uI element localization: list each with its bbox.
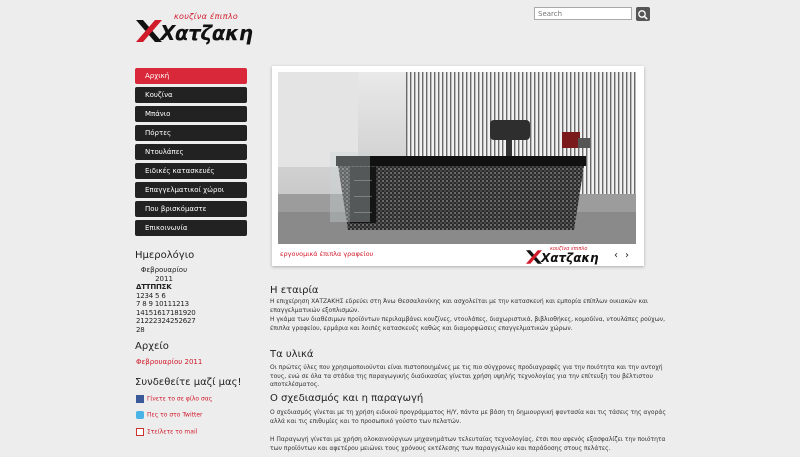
- paragraph-materials: Οι πρώτες ύλες που χρησιμοποιούνται είναι πιστοποιημένες με τις πιο σύγχρονες προδιαγραφές για την ποιότητα και την αντοχή τους, ενώ σε όλα τα στάδια της παραγωγικής διαδικασίας γίνεται χρήση υψηλής τεχνολογίας για την επίτευξη του βέλτιστου αποτελέσματος.: [270, 364, 663, 389]
- calendar-week-row[interactable]: 21222324252627: [136, 317, 196, 325]
- archive-heading: Αρχείο: [135, 341, 169, 352]
- calendar-week-row[interactable]: 7 8 9 10111213: [136, 300, 189, 308]
- slider-next-button[interactable]: ›: [625, 250, 629, 261]
- site-logo[interactable]: [136, 12, 253, 46]
- facebook-icon: [136, 395, 144, 403]
- facebook-share-label: Γίνετε το σε φίλο σας: [147, 395, 213, 403]
- search-icon: [636, 8, 650, 22]
- slide-logo-tagline: κουζίνα έπιπλο: [550, 246, 588, 252]
- logo-x-mark-icon: [136, 18, 162, 44]
- nav-item-bathroom[interactable]: Μπάνιο: [135, 106, 247, 122]
- paragraph-company: Η επιχείρηση ΧΑΤΖΑΚΗΣ εδρεύει στη Άνω Θεσσαλονίκης και ασχολείται με την κατασκευή και εμπορία επίπλων οικιακών και επαγγελματικών εξοπλισμών.: [270, 298, 648, 314]
- nav-item-professional[interactable]: Επαγγελματικοί χώροι: [135, 182, 247, 198]
- heading-design-production: Ο σχεδιασμός και η παραγωγή: [270, 393, 424, 404]
- mail-share-label: Στείλετε το mail: [147, 428, 198, 436]
- nav-item-wardrobes[interactable]: Ντουλάπες: [135, 144, 247, 160]
- heading-company: Η εταιρία: [270, 285, 319, 296]
- search-button[interactable]: [636, 7, 650, 21]
- nav-item-home[interactable]: Αρχική: [135, 68, 247, 84]
- office-desk-photo: [278, 72, 636, 244]
- slider-prev-button[interactable]: ‹: [614, 250, 618, 261]
- calendar-year: 2011: [155, 274, 173, 283]
- calendar-week-row[interactable]: 1234 5 6: [136, 291, 166, 300]
- archive-link[interactable]: Φεβρουαρίου 2011: [136, 358, 203, 366]
- calendar-weekday-row: ΔΤΤΠΠΣΚ: [136, 283, 172, 291]
- image-slider: [272, 66, 644, 266]
- calendar-week-row[interactable]: 14151617181920: [136, 308, 196, 317]
- heading-materials: Τα υλικά: [270, 349, 314, 360]
- mail-icon: [136, 428, 144, 436]
- calendar-widget: [136, 266, 196, 334]
- mail-share-link[interactable]: [136, 428, 197, 436]
- calendar-week-row[interactable]: 28: [136, 325, 145, 334]
- nav-item-kitchen[interactable]: Κουζίνα: [135, 87, 247, 103]
- nav-item-special[interactable]: Ειδικές κατασκευές: [135, 163, 247, 179]
- slide-image-office-desk[interactable]: [278, 72, 636, 244]
- nav-item-location[interactable]: Που βρισκόμαστε: [135, 201, 247, 217]
- paragraph-products: Η γκάμα των διαθέσιμων προϊόντων περιλαμβάνει κουζίνες, ντουλάπες, διαχωριστικά, βιβλιοθήκες, κομοδίνα, ντουλάπες ρούχων, έπιπλα γραφείου, ερμάρια και λοιπές κατασκευές καθώς και διαμορφώσεις επαγγελματικών χώρων.: [270, 316, 666, 332]
- paragraph-production: Η Παραγωγή γίνεται με χρήση ολοκαινούργιων μηχανημάτων τελευταίας τεχνολογίας, έτσι που αφενός εξασφαλίζει την ποιότητα των προϊόντων και αφετέρου μειώνει τους χρόνους εκτέλεσης των παραγγελιών και παράδοσης στους πελάτες.: [270, 436, 666, 452]
- search-input[interactable]: [534, 7, 632, 20]
- calendar-month: Φεβρουαρίου: [140, 266, 188, 274]
- nav-item-doors[interactable]: Πόρτες: [135, 125, 247, 141]
- search-box: [534, 7, 650, 22]
- twitter-icon: [136, 411, 144, 419]
- calendar-heading: Ημερολόγιο: [135, 250, 195, 261]
- twitter-share-link[interactable]: [136, 411, 202, 419]
- slide-logo-wordmark: Χατζακη: [541, 251, 599, 265]
- twitter-share-label: Πες το στο Twitter: [147, 411, 203, 419]
- nav-item-contact[interactable]: Επικοινωνία: [135, 220, 247, 236]
- paragraph-design: Ο σχεδιασμός γίνεται με τη χρήση ειδικού προγράμματος Η/Υ, πάντα με βάση τη δημιουργική φαντασία και τις τάσεις της αγοράς αλλά και τις επιθυμίες και το προσωπικό γούστο των πελατών.: [270, 409, 666, 425]
- slide-logo-x-icon: [526, 249, 542, 265]
- logo-tagline: κουζίνα έπιπλο: [174, 12, 239, 21]
- slide-caption[interactable]: εργονομικά έπιπλα γραφείου: [280, 250, 374, 258]
- slide-logo: [526, 246, 598, 266]
- facebook-share-link[interactable]: [136, 395, 212, 403]
- social-heading: Συνδεθείτε μαζί μας!: [135, 377, 242, 388]
- main-nav: [135, 68, 247, 239]
- logo-wordmark: Χατζακη: [160, 21, 253, 45]
